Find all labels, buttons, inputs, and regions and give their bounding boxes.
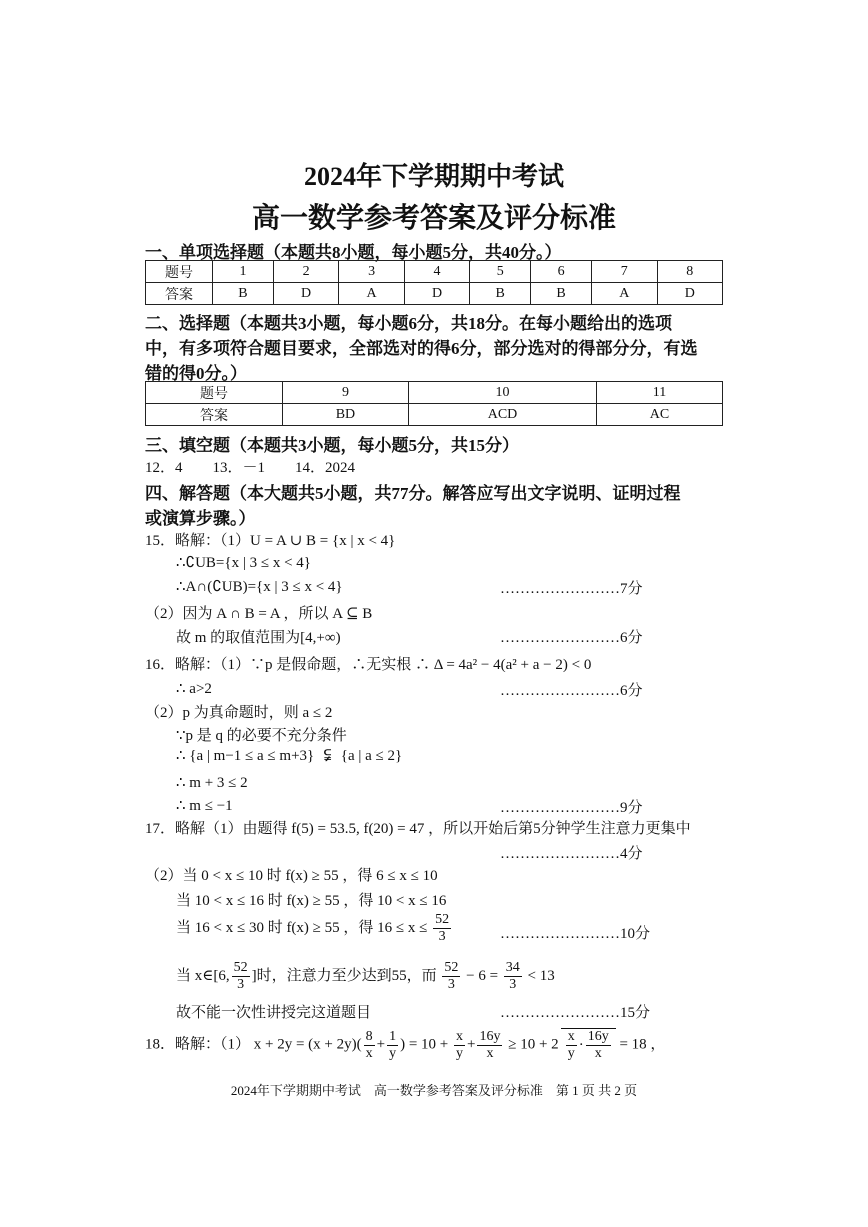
fraction [364, 1029, 375, 1062]
section-2-heading-line2: 中，有多项符合题目要求，全部选对的得6分，部分选对的得部分分，有选 [145, 339, 698, 358]
plus-sign: + [467, 1036, 476, 1053]
table-row [146, 404, 723, 426]
answer-table-1 [145, 260, 723, 305]
table-cell: 11 [597, 382, 723, 404]
q16-score-2: ……………………9分 [500, 800, 643, 816]
fraction-numerator: x [567, 1029, 575, 1044]
table-cell: 2 [273, 261, 338, 283]
q17-line2: （2）当 0 < x ≤ 10 时 f(x) ≥ 55 ，得 6 ≤ x ≤ 10 [145, 868, 438, 884]
q15-line5: 故 m 的取值范围为[4,+∞) [176, 630, 341, 646]
q16-line3: （2）p 为真命题时，则 a ≤ 2 [145, 705, 333, 721]
table-row [146, 261, 723, 283]
fraction-numerator: 16y [587, 1029, 609, 1044]
q17-line4 [176, 912, 453, 945]
section-1-heading: 一、单项选择题（本题共8小题，每小题5分，共40分。） [145, 243, 562, 262]
q16-line1: 16．略解：（1）∵p 是假命题，∴无实根 ∴ Δ = 4a² − 4(a² + a − 2) < 0 [145, 657, 592, 673]
dot-operator: · [578, 1036, 584, 1053]
proper-subset-icon: ⫋ [323, 747, 332, 764]
fraction-numerator: 52 [435, 912, 450, 927]
table-cell: BD [283, 404, 409, 426]
fraction-numerator: x [456, 1028, 464, 1044]
table-cell: ACD [408, 404, 596, 426]
fraction [477, 1029, 502, 1062]
q17-line1: 17．略解（1）由题得 f(5) = 53.5, f(20) = 47 ，所以开始后第5分钟学生注意力更集中 [145, 821, 691, 837]
fraction [442, 960, 460, 993]
table-cell: 9 [283, 382, 409, 404]
square-root [561, 1028, 616, 1062]
plus-sign: + [376, 1036, 386, 1053]
q15-line3: ∴A∩(∁UB)={x | 3 ≤ x < 4} [176, 579, 343, 595]
q18-text-c: ≥ 10 + 2 [508, 1036, 559, 1053]
table-cell: 题号 [146, 261, 213, 283]
fraction-numerator: 8 [365, 1028, 373, 1044]
q17-score-1: ……………………4分 [500, 846, 643, 862]
table-cell: 1 [213, 261, 274, 283]
fraction [566, 1029, 577, 1062]
table-cell: 题号 [146, 382, 283, 404]
q18-text-a: 18．略解：（1） x + 2y = (x + 2y)( [145, 1036, 362, 1053]
q18-text-d: = 18 ， [619, 1036, 666, 1053]
table-cell: 8 [657, 261, 723, 283]
q18-line1 [145, 1028, 665, 1062]
fraction-numerator: 1 [389, 1028, 397, 1044]
section-4-heading-line1: 四、解答题（本大题共5小题，共77分。解答应写出文字说明、证明过程 [145, 484, 681, 503]
q16-line4: ∵p 是 q 的必要不充分条件 [176, 728, 347, 744]
section-4-heading-line2: 或演算步骤。） [145, 509, 256, 528]
table-cell: AC [597, 404, 723, 426]
table-cell: 答案 [146, 283, 213, 305]
q17-line5-text-d: < 13 [527, 967, 555, 984]
fraction [232, 960, 250, 993]
q17-line5-text-c: − 6 = [466, 967, 499, 984]
table-cell: D [273, 283, 338, 305]
q16-line5 [176, 746, 402, 765]
table-cell: 7 [592, 261, 657, 283]
table-cell: 6 [531, 261, 592, 283]
q17-score-2: ……………………10分 [500, 926, 651, 942]
table-row [146, 283, 723, 305]
section-2-heading-line1: 二、选择题（本题共3小题，每小题6分，共18分。在每小题给出的选项 [145, 314, 672, 333]
q15-line4: （2）因为 A ∩ B = A ，所以 A ⊆ B [145, 606, 373, 622]
page-footer: 2024年下学期期中考试 高一数学参考答案及评分标准 第 1 页 共 2 页 [230, 1083, 638, 1098]
fraction-denominator: y [389, 1045, 397, 1061]
table-row [146, 382, 723, 404]
fraction-numerator: 52 [233, 960, 248, 975]
q17-line3: 当 10 < x ≤ 16 时 f(x) ≥ 55 ，得 10 < x ≤ 16 [176, 893, 447, 909]
fraction [433, 912, 451, 945]
table-cell: B [470, 283, 531, 305]
q17-score-3: ……………………15分 [500, 1005, 651, 1021]
section-2-heading-line3: 错的得0分。） [145, 364, 247, 383]
page-title: 2024年下学期期中考试 [303, 162, 564, 191]
table-cell: B [531, 283, 592, 305]
fraction-denominator: x [365, 1045, 373, 1061]
fraction-denominator: x [486, 1045, 494, 1061]
table-cell: D [657, 283, 723, 305]
table-cell: 答案 [146, 404, 283, 426]
fraction-denominator: 3 [447, 977, 455, 992]
fraction-denominator: 3 [509, 977, 517, 992]
fraction-numerator: 34 [505, 960, 520, 975]
q17-line5-text-b: ]时，注意力至少达到55，而 [251, 967, 437, 984]
q17-line5-text-a: 当 x∈[6, [176, 967, 230, 984]
fraction-denominator: x [594, 1046, 602, 1061]
q16-line2: ∴ a>2 [176, 681, 212, 697]
fraction-numerator: 52 [444, 960, 459, 975]
q16-line7: ∴ m ≤ −1 [176, 798, 233, 814]
fraction-denominator: y [567, 1046, 575, 1061]
table-cell: B [213, 283, 274, 305]
fraction [387, 1029, 398, 1062]
fraction-denominator: y [456, 1045, 464, 1061]
fraction-denominator: 3 [237, 977, 245, 992]
answer-table-2 [145, 381, 723, 426]
fill-in-answers: 12．4 13．－1 14．2024 [145, 460, 356, 476]
q16-set-left: ∴ {a | m−1 ≤ a ≤ m+3} [176, 748, 315, 764]
fraction [586, 1029, 611, 1062]
table-cell: A [339, 283, 404, 305]
q17-line6: 故不能一次性讲授完这道题目 [176, 1005, 372, 1021]
table-cell: 4 [404, 261, 469, 283]
page-subtitle: 高一数学参考答案及评分标准 [251, 203, 616, 234]
q16-set-right: {a | a ≤ 2} [340, 748, 403, 764]
q15-score-1: ……………………7分 [500, 581, 643, 597]
q15-line1: 15．略解：（1）U = A ∪ B = {x | x < 4} [145, 533, 396, 549]
table-cell: A [592, 283, 657, 305]
fraction [504, 960, 522, 993]
table-cell: 10 [408, 382, 596, 404]
q18-text-b: ) = 10 + [400, 1036, 449, 1053]
fraction-denominator: 3 [438, 929, 446, 944]
fraction-numerator: 16y [479, 1028, 501, 1044]
table-cell: 3 [339, 261, 404, 283]
fraction [454, 1029, 465, 1062]
q16-line6: ∴ m + 3 ≤ 2 [176, 775, 248, 791]
q17-line5 [176, 960, 555, 993]
q17-line4-text: 当 16 < x ≤ 30 时 f(x) ≥ 55 ，得 16 ≤ x ≤ [176, 919, 428, 936]
table-cell: 5 [470, 261, 531, 283]
section-3-heading: 三、填空题（本题共3小题，每小题5分，共15分） [145, 436, 519, 455]
q16-score-1: ……………………6分 [500, 683, 643, 699]
table-cell: D [404, 283, 469, 305]
q15-line2: ∴∁UB={x | 3 ≤ x < 4} [176, 555, 311, 571]
q15-score-2: ……………………6分 [500, 630, 643, 646]
